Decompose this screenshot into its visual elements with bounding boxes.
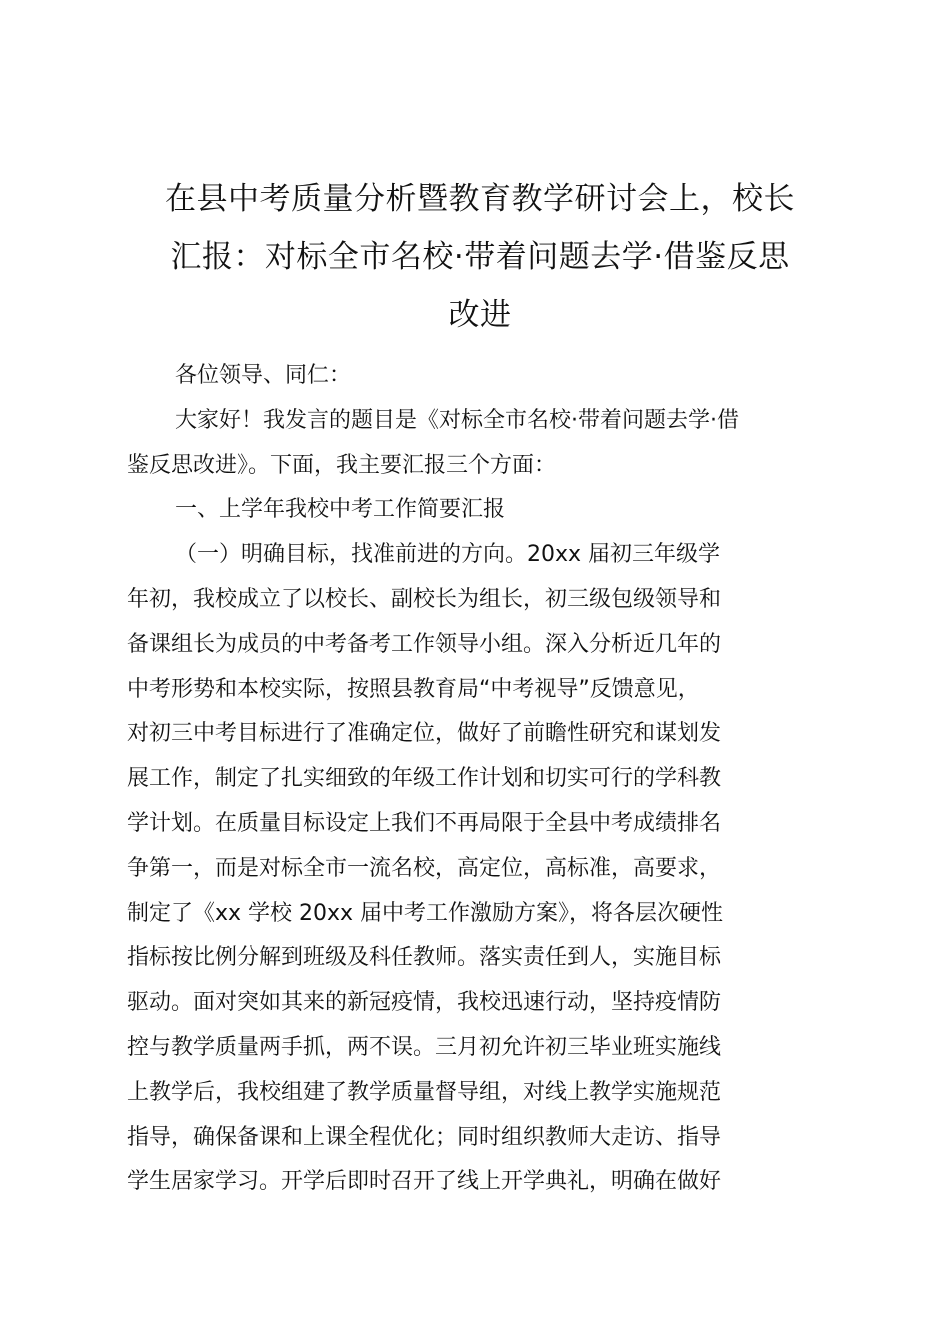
paragraph-line: 指标按比例分解到班级及科任教师。落实责任到人，实施目标	[127, 945, 722, 971]
document-title	[127, 170, 833, 344]
title-line: 汇报：对标全市名校·带着问题去学·借鉴反思	[170, 239, 790, 275]
paragraph-line: （一）明确目标，找准前进的方向。20xx 届初三年级学	[175, 542, 721, 568]
paragraph-line: 指导，确保备课和上课全程优化；同时组织教师大走访、指导	[127, 1124, 722, 1150]
paragraph-line: 学生居家学习。开学后即时召开了线上开学典礼，明确在做好	[127, 1169, 722, 1195]
paragraph-line: 大家好！我发言的题目是《对标全市名校·带着问题去学·借	[175, 407, 739, 433]
paragraph-line: 展工作，制定了扎实细致的年级工作计划和切实可行的学科教	[127, 766, 722, 792]
paragraph-line: 控与教学质量两手抓，两不误。三月初允许初三毕业班实施线	[127, 1034, 722, 1060]
paragraph-line: 学计划。在质量目标设定上我们不再局限于全县中考成绩排名	[127, 810, 722, 836]
title-line: 改进	[448, 297, 512, 333]
document-page	[127, 170, 833, 1205]
salutation: 各位领导、同仁：	[175, 363, 352, 388]
paragraph-line: 中考形势和本校实际，按照县教育局“中考视导”反馈意见，	[127, 676, 700, 702]
paragraph-line: 上教学后，我校组建了教学质量督导组，对线上教学实施规范	[127, 1079, 722, 1105]
paragraph-line: 备课组长为成员的中考备考工作领导小组。深入分析近几年的	[127, 631, 722, 657]
paragraph-line: 争第一，而是对标全市一流名校，高定位，高标准，高要求，	[127, 855, 722, 881]
intro-paragraph	[127, 399, 833, 489]
document-body	[127, 354, 833, 1205]
paragraph-line: 驱动。面对突如其来的新冠疫情，我校迅速行动，坚持疫情防	[127, 990, 722, 1016]
paragraph-line: 对初三中考目标进行了准确定位，做好了前瞻性研究和谋划发	[127, 721, 722, 747]
paragraph-line: 年初，我校成立了以校长、副校长为组长，初三级包级领导和	[127, 586, 722, 612]
section-heading: 一、上学年我校中考工作简要汇报	[175, 497, 506, 523]
paragraph-line: 制定了《xx 学校 20xx 届中考工作激励方案》，将各层次硬性	[127, 900, 724, 926]
section-paragraph	[127, 533, 833, 1205]
paragraph-line: 鉴反思改进》。下面，我主要汇报三个方面：	[127, 452, 557, 478]
title-line: 在县中考质量分析暨教育教学研讨会上，校长	[165, 181, 795, 217]
